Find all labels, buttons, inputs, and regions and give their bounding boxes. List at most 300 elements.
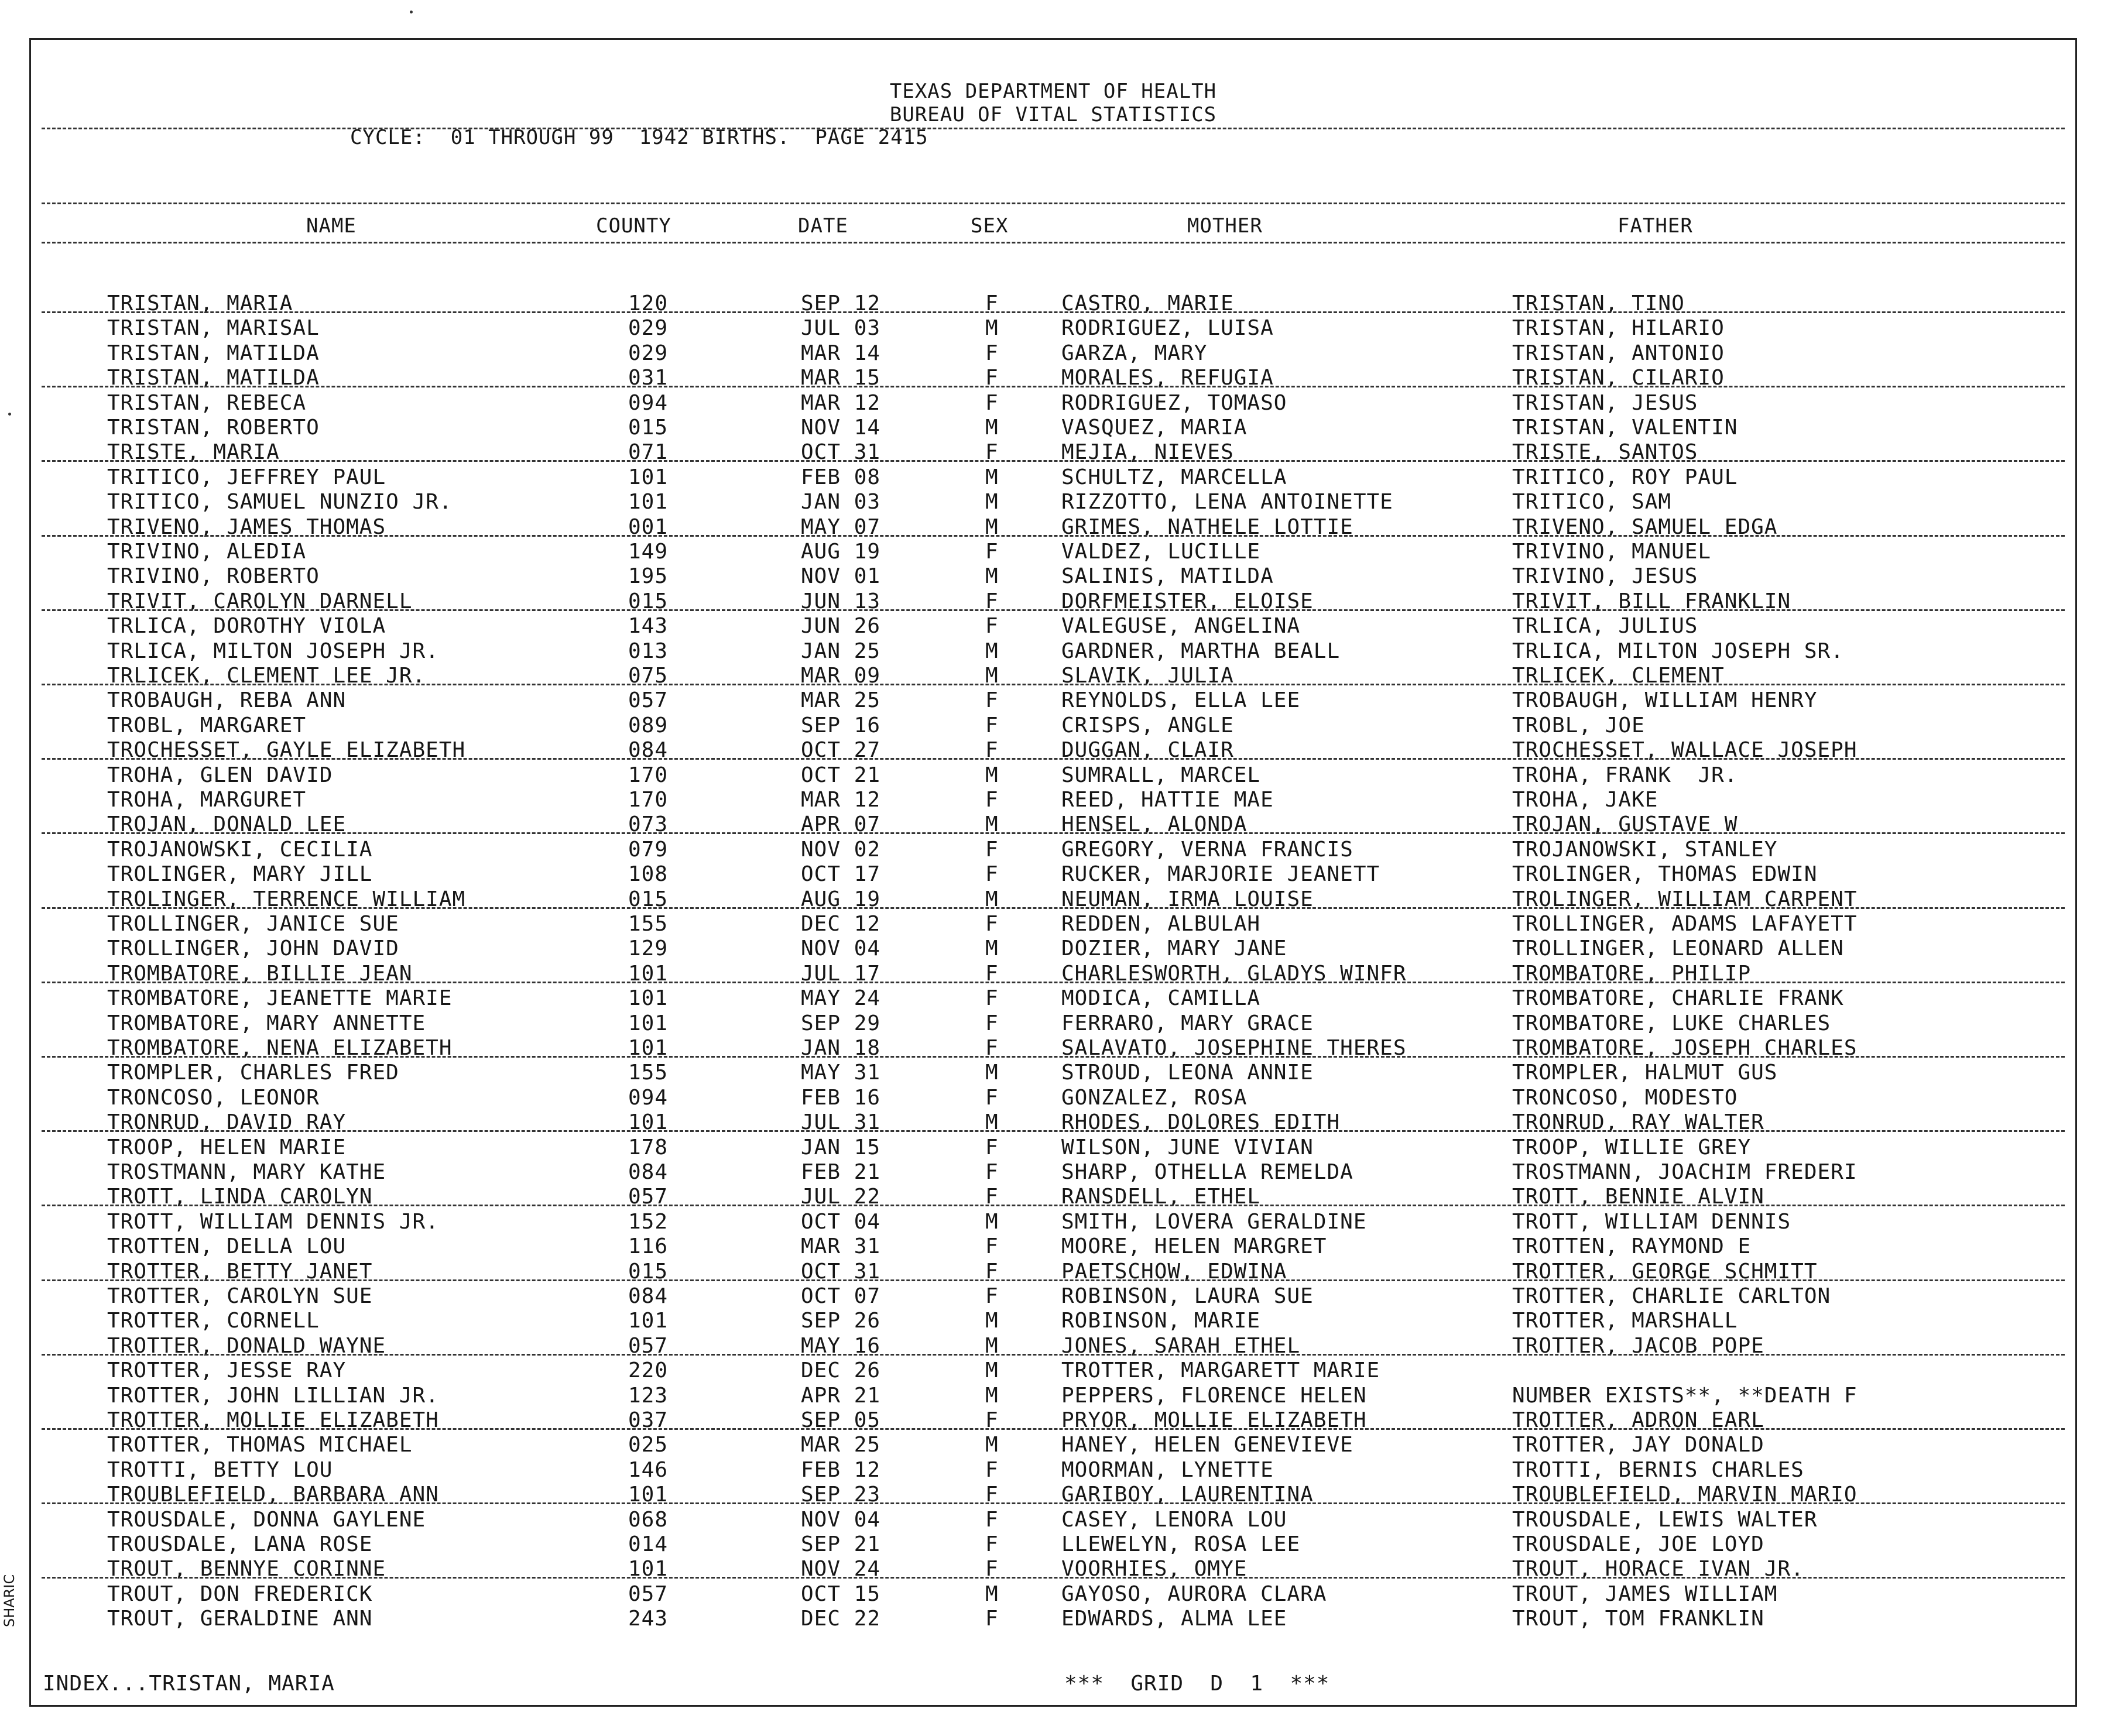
cell-mother: SCHULTZ, MARCELLA <box>1061 465 1287 489</box>
index-footer: INDEX...TRISTAN, MARIA <box>43 1672 335 1696</box>
cell-date: OCT 27 <box>801 738 881 763</box>
cell-county: 015 <box>628 416 669 440</box>
cell-father: TROTTER, JACOB POPE <box>1512 1333 1764 1358</box>
table-row <box>31 1532 2075 1557</box>
cell-name: TROUSDALE, LANA ROSE <box>107 1532 373 1556</box>
cell-county: 015 <box>628 887 669 911</box>
cell-mother: ROBINSON, LAURA SUE <box>1061 1284 1314 1308</box>
cell-sex: M <box>985 1309 999 1333</box>
cell-sex: M <box>985 1383 999 1408</box>
row-guide-line <box>42 1279 2065 1281</box>
cell-date: JUL 03 <box>801 316 881 341</box>
cell-father: TROTTER, GEORGE SCHMITT <box>1512 1259 1818 1284</box>
cell-father: TRISTAN, ANTONIO <box>1512 341 1725 365</box>
table-row <box>31 1011 2075 1036</box>
cell-sex: F <box>985 1036 999 1060</box>
cell-date: MAR 12 <box>801 390 881 415</box>
department-title: TEXAS DEPARTMENT OF HEALTH <box>889 80 1217 103</box>
cell-county: 120 <box>628 291 669 315</box>
cell-county: 220 <box>628 1358 669 1383</box>
cell-mother: ROBINSON, MARIE <box>1061 1309 1261 1333</box>
cell-father: TRIVIT, BILL FRANKLIN <box>1512 589 1791 613</box>
cell-sex: F <box>985 341 999 365</box>
cell-father: TRISTAN, CILARIO <box>1512 366 1725 390</box>
cell-sex: F <box>985 961 999 986</box>
cell-father: TRLICA, JULIUS <box>1512 614 1698 639</box>
cell-mother: RHODES, DOLORES EDITH <box>1061 1110 1341 1135</box>
cell-mother: CASTRO, MARIE <box>1061 291 1234 315</box>
table-row <box>31 515 2075 540</box>
table-row <box>31 1160 2075 1185</box>
table-row <box>31 986 2075 1011</box>
cell-date: APR 21 <box>801 1383 881 1408</box>
table-row <box>31 962 2075 986</box>
table-row <box>31 688 2075 713</box>
cell-father: TROOP, WILLIE GREY <box>1512 1135 1752 1159</box>
cell-county: 101 <box>628 1309 669 1333</box>
table-row <box>31 416 2075 440</box>
cell-sex: M <box>985 763 999 787</box>
cell-date: SEP 16 <box>801 713 881 737</box>
cell-father: TROTTER, CHARLIE CARLTON <box>1512 1284 1831 1308</box>
table-row <box>31 788 2075 812</box>
cell-county: 143 <box>628 614 669 639</box>
cell-name: TROTTER, JESSE RAY <box>107 1358 347 1383</box>
cell-mother: WILSON, JUNE VIVIAN <box>1061 1135 1314 1159</box>
cell-mother: RANSDELL, ETHEL <box>1061 1185 1261 1209</box>
row-guide-line <box>42 758 2065 760</box>
table-row <box>31 936 2075 961</box>
column-header-mother: MOTHER <box>1187 214 1263 238</box>
cell-sex: F <box>985 738 999 763</box>
table-row <box>31 838 2075 862</box>
cell-sex: F <box>985 440 999 465</box>
cell-date: SEP 29 <box>801 1011 881 1035</box>
cell-name: TRIVINO, ROBERTO <box>107 564 320 589</box>
cell-mother: DUGGAN, CLAIR <box>1061 738 1234 763</box>
cell-sex: F <box>985 1457 999 1482</box>
table-row <box>31 862 2075 887</box>
cell-date: NOV 04 <box>801 936 881 961</box>
cell-sex: F <box>985 1607 999 1631</box>
cell-county: 152 <box>628 1209 669 1234</box>
cell-county: 178 <box>628 1135 669 1159</box>
cell-date: SEP 21 <box>801 1532 881 1556</box>
column-header-date: DATE <box>798 214 848 238</box>
cell-date: MAR 15 <box>801 366 881 390</box>
cell-father: TRONCOSO, MODESTO <box>1512 1085 1738 1110</box>
table-row <box>31 291 2075 316</box>
cell-sex: F <box>985 986 999 1011</box>
cell-date: JAN 15 <box>801 1135 881 1159</box>
row-guide-line <box>42 1354 2065 1356</box>
cell-sex: F <box>985 788 999 812</box>
table-row <box>31 738 2075 763</box>
cell-name: TROTTER, MOLLIE ELIZABETH <box>107 1408 439 1432</box>
cell-date: JUL 17 <box>801 961 881 986</box>
cell-name: TRISTAN, ROBERTO <box>107 416 320 440</box>
cell-mother: REYNOLDS, ELLA LEE <box>1061 688 1301 713</box>
cell-date: MAY 24 <box>801 986 881 1011</box>
cell-name: TROMBATORE, JEANETTE MARIE <box>107 986 453 1011</box>
cell-mother: CASEY, LENORA LOU <box>1061 1507 1287 1532</box>
cell-mother: GARZA, MARY <box>1061 341 1208 365</box>
cell-mother: VALEGUSE, ANGELINA <box>1061 614 1301 639</box>
cell-date: MAR 25 <box>801 1433 881 1457</box>
cell-name: TRISTAN, MARIA <box>107 291 293 315</box>
cell-father: TROTT, BENNIE ALVIN <box>1512 1185 1764 1209</box>
cell-mother: MOORMAN, LYNETTE <box>1061 1457 1274 1482</box>
cell-date: SEP 05 <box>801 1408 881 1432</box>
cell-name: TRLICEK, CLEMENT LEE JR. <box>107 664 426 688</box>
cell-county: 071 <box>628 440 669 465</box>
cell-date: MAR 09 <box>801 664 881 688</box>
cell-county: 101 <box>628 1483 669 1507</box>
table-row <box>31 341 2075 366</box>
cell-sex: F <box>985 1408 999 1432</box>
cell-date: JAN 25 <box>801 639 881 663</box>
cell-name: TRLICA, DOROTHY VIOLA <box>107 614 386 639</box>
cell-mother: MOORE, HELEN MARGRET <box>1061 1234 1327 1259</box>
cell-name: TROMBATORE, BILLIE JEAN <box>107 961 413 986</box>
cell-mother: SHARP, OTHELLA REMELDA <box>1061 1160 1353 1184</box>
table-row <box>31 1061 2075 1085</box>
cell-county: 073 <box>628 812 669 837</box>
table-row <box>31 812 2075 837</box>
table-row <box>31 1408 2075 1433</box>
cell-county: 057 <box>628 1333 669 1358</box>
cell-mother: HENSEL, ALONDA <box>1061 812 1248 837</box>
cell-date: JUN 13 <box>801 589 881 613</box>
cell-father: TROLINGER, WILLIAM CARPENT <box>1512 887 1858 911</box>
cell-county: 101 <box>628 1036 669 1060</box>
table-row <box>31 1508 2075 1532</box>
cell-sex: F <box>985 713 999 737</box>
row-guide-line <box>42 311 2065 313</box>
cell-sex: F <box>985 912 999 936</box>
cell-father: TROSTMANN, JOACHIM FREDERI <box>1512 1160 1858 1184</box>
cell-date: OCT 21 <box>801 763 881 787</box>
cell-father: TROLLINGER, LEONARD ALLEN <box>1512 936 1844 961</box>
cell-county: 025 <box>628 1433 669 1457</box>
cell-county: 101 <box>628 490 669 514</box>
cell-date: MAR 14 <box>801 341 881 365</box>
cell-mother: SALAVATO, JOSEPHINE THERES <box>1061 1036 1407 1060</box>
cell-father: TROUT, TOM FRANKLIN <box>1512 1607 1764 1631</box>
row-guide-line <box>42 982 2065 983</box>
cell-date: DEC 26 <box>801 1358 881 1383</box>
cell-mother: PRYOR, MOLLIE ELIZABETH <box>1061 1408 1367 1432</box>
cell-father: TRISTAN, TINO <box>1512 291 1685 315</box>
cell-sex: F <box>985 1557 999 1581</box>
cell-sex: F <box>985 366 999 390</box>
cell-date: MAY 16 <box>801 1333 881 1358</box>
cycle-line: CYCLE: 01 THROUGH 99 1942 BIRTHS. PAGE 2415 <box>350 126 928 149</box>
cell-mother: NEUMAN, IRMA LOUISE <box>1061 887 1314 911</box>
cell-name: TRONRUD, DAVID RAY <box>107 1110 347 1135</box>
cell-father: TRISTAN, HILARIO <box>1512 316 1725 341</box>
cell-mother: PAETSCHOW, EDWINA <box>1061 1259 1287 1284</box>
cell-county: 101 <box>628 1110 669 1135</box>
cell-county: 116 <box>628 1234 669 1259</box>
cell-father: TROLLINGER, ADAMS LAFAYETT <box>1512 912 1858 936</box>
table-row <box>31 1557 2075 1581</box>
cell-father: TRISTAN, VALENTIN <box>1512 416 1738 440</box>
cell-sex: M <box>985 416 999 440</box>
cell-date: FEB 16 <box>801 1085 881 1110</box>
cell-name: TROMPLER, CHARLES FRED <box>107 1061 399 1085</box>
cell-county: 243 <box>628 1607 669 1631</box>
cell-name: TROTT, LINDA CAROLYN <box>107 1185 373 1209</box>
column-header-name: NAME <box>306 214 357 238</box>
cell-father: TROTTER, ADRON EARL <box>1512 1408 1764 1432</box>
cell-date: AUG 19 <box>801 887 881 911</box>
cell-county: 094 <box>628 1085 669 1110</box>
cell-mother: MORALES, REFUGIA <box>1061 366 1274 390</box>
cell-father: TROBL, JOE <box>1512 713 1645 737</box>
cell-date: OCT 04 <box>801 1209 881 1234</box>
cell-mother: CHARLESWORTH, GLADYS WINFR <box>1061 961 1407 986</box>
cell-mother: JONES, SARAH ETHEL <box>1061 1333 1301 1358</box>
cell-name: TROLLINGER, JANICE SUE <box>107 912 399 936</box>
table-row <box>31 1458 2075 1483</box>
cell-sex: M <box>985 1209 999 1234</box>
cell-mother: SALINIS, MATILDA <box>1061 564 1274 589</box>
table-row <box>31 763 2075 788</box>
cell-sex: M <box>985 936 999 961</box>
cell-father: TROUT, HORACE IVAN JR. <box>1512 1557 1804 1581</box>
cell-date: OCT 31 <box>801 1259 881 1284</box>
cell-mother: VOORHIES, OMYE <box>1061 1557 1248 1581</box>
cell-name: TRIVIT, CAROLYN DARNELL <box>107 589 413 613</box>
cell-father: TRIVINO, JESUS <box>1512 564 1698 589</box>
cell-mother: GONZALEZ, ROSA <box>1061 1085 1248 1110</box>
cell-county: 101 <box>628 1557 669 1581</box>
cell-father: TRISTE, SANTOS <box>1512 440 1698 465</box>
cell-sex: F <box>985 1085 999 1110</box>
cell-date: JAN 03 <box>801 490 881 514</box>
cell-father: TROMBATORE, PHILIP <box>1512 961 1752 986</box>
cell-date: DEC 22 <box>801 1607 881 1631</box>
cell-name: TROLLINGER, JOHN DAVID <box>107 936 399 961</box>
cell-father: TROTTI, BERNIS CHARLES <box>1512 1457 1804 1482</box>
table-row <box>31 1234 2075 1259</box>
column-header-county: COUNTY <box>596 214 671 238</box>
cell-father: TROMPLER, HALMUT GUS <box>1512 1061 1778 1085</box>
cell-name: TRIVENO, JAMES THOMAS <box>107 514 386 539</box>
cell-father: TRLICA, MILTON JOSEPH SR. <box>1512 639 1844 663</box>
cell-county: 101 <box>628 961 669 986</box>
cell-mother: REDDEN, ALBULAH <box>1061 912 1261 936</box>
cell-sex: F <box>985 1532 999 1556</box>
cell-father: TROUSDALE, JOE LOYD <box>1512 1532 1764 1556</box>
cell-county: 013 <box>628 639 669 663</box>
cell-name: TROTTI, BETTY LOU <box>107 1457 333 1482</box>
cell-county: 108 <box>628 862 669 887</box>
cell-date: OCT 07 <box>801 1284 881 1308</box>
table-row <box>31 639 2075 664</box>
cell-father: TRIVINO, MANUEL <box>1512 540 1712 564</box>
cell-father: TROUSDALE, LEWIS WALTER <box>1512 1507 1818 1532</box>
table-row <box>31 1433 2075 1457</box>
cell-county: 170 <box>628 763 669 787</box>
cell-name: TROUT, GERALDINE ANN <box>107 1607 373 1631</box>
cell-county: 084 <box>628 1160 669 1184</box>
table-row <box>31 1210 2075 1234</box>
cell-mother: GARIBOY, LAURENTINA <box>1061 1483 1314 1507</box>
cell-county: 057 <box>628 1581 669 1606</box>
cell-name: TROBL, MARGARET <box>107 713 307 737</box>
cell-sex: F <box>985 589 999 613</box>
cell-mother: RUCKER, MARJORIE JEANETT <box>1061 862 1380 887</box>
row-guide-line <box>42 460 2065 462</box>
cell-father: TRLICEK, CLEMENT <box>1512 664 1725 688</box>
cell-name: TROHA, MARGURET <box>107 788 307 812</box>
cell-father: TRIVENO, SAMUEL EDGA <box>1512 514 1778 539</box>
cell-mother: LLEWELYN, ROSA LEE <box>1061 1532 1301 1556</box>
cell-county: 123 <box>628 1383 669 1408</box>
cell-county: 089 <box>628 713 669 737</box>
cell-father: TROMBATORE, JOSEPH CHARLES <box>1512 1036 1858 1060</box>
cell-date: JUN 26 <box>801 614 881 639</box>
cell-sex: M <box>985 1061 999 1085</box>
cell-mother: VASQUEZ, MARIA <box>1061 416 1248 440</box>
cell-sex: M <box>985 1333 999 1358</box>
cell-mother: TROTTER, MARGARETT MARIE <box>1061 1358 1380 1383</box>
cell-sex: F <box>985 1135 999 1159</box>
cell-mother: GREGORY, VERNA FRANCIS <box>1061 837 1353 862</box>
row-guide-line <box>42 684 2065 685</box>
cell-mother: REED, HATTIE MAE <box>1061 788 1274 812</box>
cell-name: TROTTER, CAROLYN SUE <box>107 1284 373 1308</box>
cell-county: 101 <box>628 465 669 489</box>
cell-sex: M <box>985 465 999 489</box>
cell-sex: F <box>985 1507 999 1532</box>
cell-date: NOV 02 <box>801 837 881 862</box>
table-row <box>31 887 2075 912</box>
cell-mother: STROUD, LEONA ANNIE <box>1061 1061 1314 1085</box>
cell-county: 101 <box>628 986 669 1011</box>
cell-date: MAR 31 <box>801 1234 881 1259</box>
cell-mother: PEPPERS, FLORENCE HELEN <box>1061 1383 1367 1408</box>
row-guide-line <box>42 907 2065 909</box>
records-table <box>31 40 2075 1705</box>
row-guide-line <box>42 386 2065 387</box>
cell-sex: F <box>985 540 999 564</box>
cell-county: 015 <box>628 1259 669 1284</box>
cell-name: TROTTER, BETTY JANET <box>107 1259 373 1284</box>
cell-sex: F <box>985 1185 999 1209</box>
table-row <box>31 1110 2075 1135</box>
cell-sex: M <box>985 639 999 663</box>
cell-name: TRONCOSO, LEONOR <box>107 1085 320 1110</box>
cell-name: TROSTMANN, MARY KATHE <box>107 1160 386 1184</box>
record-sheet <box>29 38 2077 1707</box>
cell-date: OCT 17 <box>801 862 881 887</box>
cell-name: TRISTE, MARIA <box>107 440 280 465</box>
cell-sex: M <box>985 1358 999 1383</box>
cell-sex: M <box>985 514 999 539</box>
row-guide-line <box>42 609 2065 611</box>
cell-father: TROCHESSET, WALLACE JOSEPH <box>1512 738 1858 763</box>
side-tag: SHARIC <box>1 1574 18 1627</box>
cell-name: TROTTER, CORNELL <box>107 1309 320 1333</box>
cell-father: TROMBATORE, CHARLIE FRANK <box>1512 986 1844 1011</box>
bureau-title: BUREAU OF VITAL STATISTICS <box>889 103 1217 126</box>
cell-name: TRITICO, SAMUEL NUNZIO JR. <box>107 490 453 514</box>
cell-date: MAR 12 <box>801 788 881 812</box>
cell-name: TRITICO, JEFFREY PAUL <box>107 465 386 489</box>
cell-name: TROMBATORE, NENA ELIZABETH <box>107 1036 453 1060</box>
cell-mother: SMITH, LOVERA GERALDINE <box>1061 1209 1367 1234</box>
cell-mother: MEJIA, NIEVES <box>1061 440 1234 465</box>
cell-father: TROTTEN, RAYMOND E <box>1512 1234 1752 1259</box>
table-row <box>31 589 2075 614</box>
cell-father: TRITICO, SAM <box>1512 490 1672 514</box>
cell-sex: M <box>985 664 999 688</box>
cell-father: TROLINGER, THOMAS EDWIN <box>1512 862 1818 887</box>
cell-mother: GRIMES, NATHELE LOTTIE <box>1061 514 1353 539</box>
cell-sex: M <box>985 812 999 837</box>
cell-father: TROHA, FRANK JR. <box>1512 763 1738 787</box>
cell-mother: SUMRALL, MARCEL <box>1061 763 1261 787</box>
cell-county: 195 <box>628 564 669 589</box>
cell-sex: F <box>985 1284 999 1308</box>
cell-sex: M <box>985 887 999 911</box>
cell-date: OCT 15 <box>801 1581 881 1606</box>
cell-name: TROUT, DON FREDERICK <box>107 1581 373 1606</box>
cell-name: TROHA, GLEN DAVID <box>107 763 333 787</box>
cell-mother: DOZIER, MARY JANE <box>1061 936 1287 961</box>
cell-sex: F <box>985 291 999 315</box>
cell-mother: CRISPS, ANGLE <box>1061 713 1234 737</box>
cell-mother: FERRARO, MARY GRACE <box>1061 1011 1314 1035</box>
table-row <box>31 1334 2075 1358</box>
cell-mother: HANEY, HELEN GENEVIEVE <box>1061 1433 1353 1457</box>
cell-father: TROTT, WILLIAM DENNIS <box>1512 1209 1791 1234</box>
cell-date: FEB 21 <box>801 1160 881 1184</box>
cell-county: 084 <box>628 1284 669 1308</box>
cell-date: FEB 12 <box>801 1457 881 1482</box>
row-guide-line <box>42 1428 2065 1430</box>
cell-father: TROTTER, JAY DONALD <box>1512 1433 1764 1457</box>
table-row <box>31 1185 2075 1209</box>
cell-date: MAR 25 <box>801 688 881 713</box>
cell-name: TROUSDALE, DONNA GAYLENE <box>107 1507 426 1532</box>
cell-father: TROBAUGH, WILLIAM HENRY <box>1512 688 1818 713</box>
table-row <box>31 440 2075 465</box>
row-guide-line <box>42 1502 2065 1504</box>
cell-father: TROUBLEFIELD, MARVIN MARIO <box>1512 1483 1858 1507</box>
table-row <box>31 1086 2075 1110</box>
column-header-sex: SEX <box>971 214 1009 238</box>
cell-sex: M <box>985 490 999 514</box>
cell-name: TRISTAN, REBECA <box>107 390 307 415</box>
cell-name: TROLINGER, TERRENCE WILLIAM <box>107 887 466 911</box>
cell-name: TRLICA, MILTON JOSEPH JR. <box>107 639 439 663</box>
cell-name: TROTTEN, DELLA LOU <box>107 1234 347 1259</box>
cell-date: MAY 07 <box>801 514 881 539</box>
cell-name: TROMBATORE, MARY ANNETTE <box>107 1011 426 1035</box>
cell-name: TROUBLEFIELD, BARBARA ANN <box>107 1483 439 1507</box>
cell-date: MAY 31 <box>801 1061 881 1085</box>
cell-date: SEP 12 <box>801 291 881 315</box>
cell-date: JAN 18 <box>801 1036 881 1060</box>
row-guide-line <box>42 1130 2065 1132</box>
cell-county: 079 <box>628 837 669 862</box>
grid-footer: *** GRID D 1 *** <box>1064 1672 1330 1696</box>
cell-county: 101 <box>628 1011 669 1035</box>
